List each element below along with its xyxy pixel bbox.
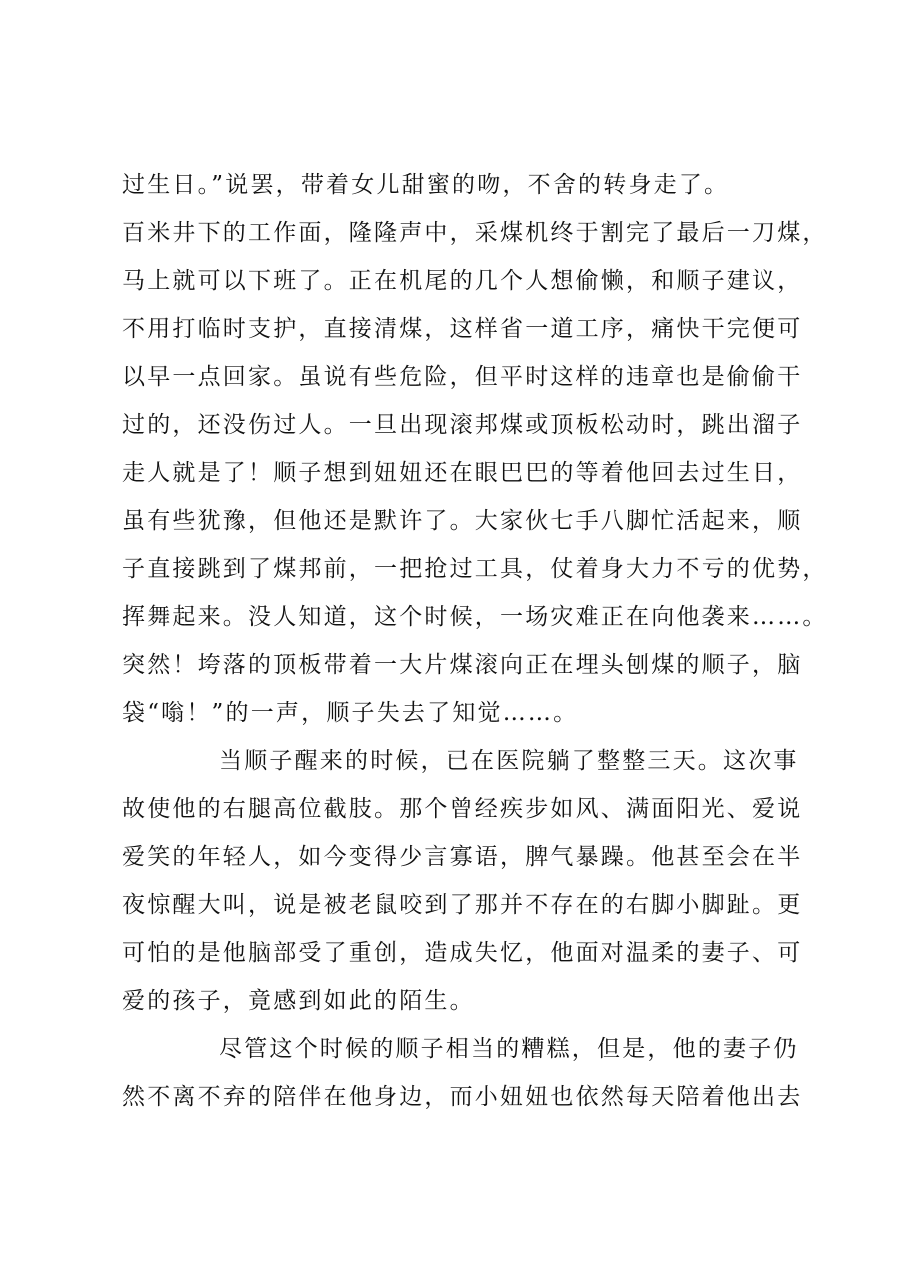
text-line: 马上就可以下班了。正在机尾的几个人想偷懒，和顺子建议， xyxy=(122,268,803,294)
text-line: 突然！垮落的顶板带着一大片煤滚向正在埋头刨煤的顺子，脑 xyxy=(122,652,803,678)
text-line: 过的，还没伤过人。一旦出现滚邦煤或顶板松动时，跳出溜子 xyxy=(122,412,803,438)
text-line: 子直接跳到了煤邦前，一把抢过工具，仗着身大力不亏的优势， xyxy=(122,556,828,582)
text-line: 爱笑的年轻人，如今变得少言寡语，脾气暴躁。他甚至会在半 xyxy=(122,844,803,870)
text-line: 百米井下的工作面，隆隆声中，采煤机终于割完了最后一刀煤， xyxy=(122,220,828,246)
text-line: 挥舞起来。没人知道，这个时候，一场灾难正在向他袭来……。 xyxy=(122,604,828,630)
paragraph-first-line: 尽管这个时候的顺子相当的糟糕，但是，他的妻子仍 xyxy=(219,1036,799,1062)
text-line: 走人就是了！顺子想到妞妞还在眼巴巴的等着他回去过生日， xyxy=(122,460,803,486)
text-line: 可怕的是他脑部受了重创，造成失忆，他面对温柔的妻子、可 xyxy=(122,940,803,966)
text-line: 然不离不弃的陪伴在他身边，而小妞妞也依然每天陪着他出去 xyxy=(122,1084,803,1110)
text-line: 爱的孩子，竟感到如此的陌生。 xyxy=(122,988,475,1014)
text-line: 夜惊醒大叫，说是被老鼠咬到了那并不存在的右脚小脚趾。更 xyxy=(122,892,803,918)
text-line: 虽有些犹豫，但他还是默许了。大家伙七手八脚忙活起来，顺 xyxy=(122,508,803,534)
text-line: 过生日。”说罢，带着女儿甜蜜的吻，不舍的转身走了。 xyxy=(122,172,730,198)
text-line: 以早一点回家。虽说有些危险，但平时这样的违章也是偷偷干 xyxy=(122,364,803,390)
text-line: 故使他的右腿高位截肢。那个曾经疾步如风、满面阳光、爱说 xyxy=(122,796,803,822)
text-line: 袋“嗡！”的一声，顺子失去了知觉……。 xyxy=(122,700,579,726)
text-line: 不用打临时支护，直接清煤，这样省一道工序，痛快干完便可 xyxy=(122,316,803,342)
paragraph-first-line: 当顺子醒来的时候，已在医院躺了整整三天。这次事 xyxy=(219,748,799,774)
